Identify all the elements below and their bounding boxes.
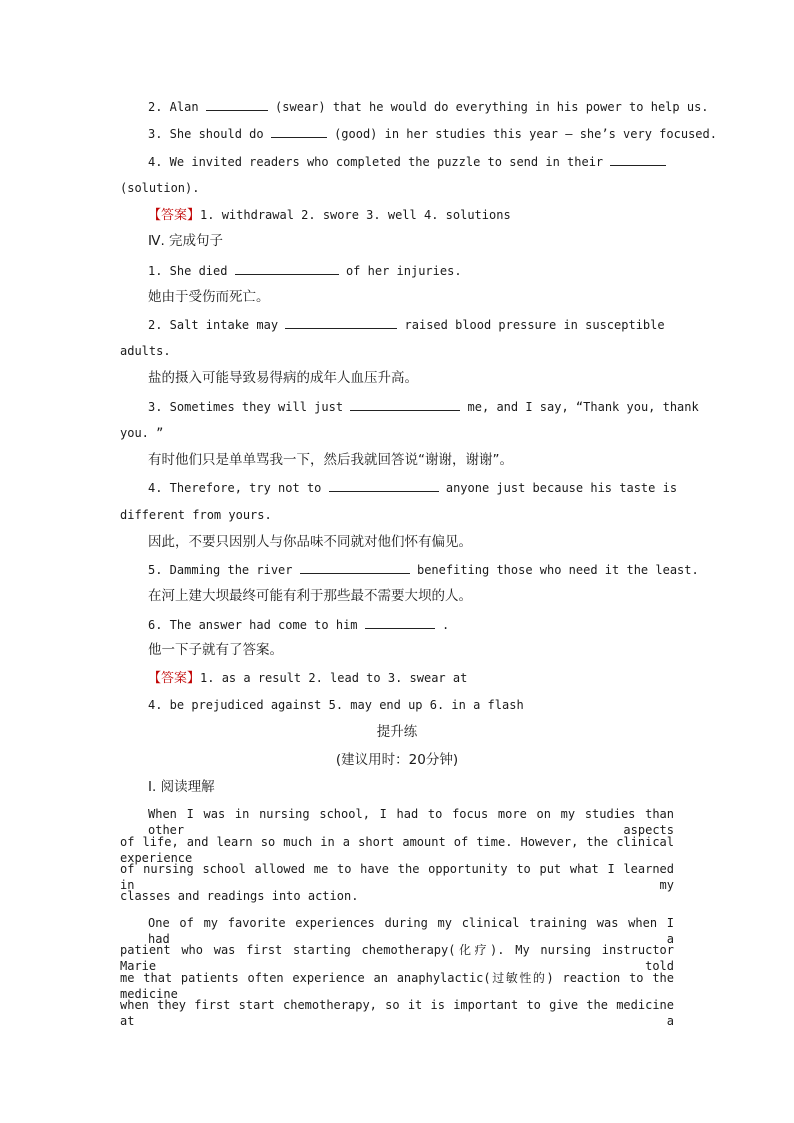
answer-tag: 【答案】 — [148, 671, 201, 686]
item-continuation: (solution). — [120, 181, 200, 195]
answer-tag: 【答案】 — [148, 208, 201, 223]
answer-line — [148, 670, 702, 687]
item-text: 4. We invited readers who completed the puzzle to send in their — [148, 155, 604, 169]
paragraph-line: When I was in nursing school, I had to focus more on my studies than other aspects — [148, 807, 674, 837]
item-suffix: of her injuries. — [345, 264, 462, 278]
exercise-item — [148, 561, 702, 578]
answer-blank[interactable] — [365, 616, 435, 629]
item-suffix: me, and I say, “Thank you, thank — [467, 400, 699, 414]
item-prefix: 6. The answer had come to him — [148, 618, 358, 632]
item-continuation: you. ” — [120, 426, 164, 440]
section-subtitle: (建议用时：20分钟) — [335, 752, 459, 768]
answer-blank[interactable] — [235, 262, 339, 275]
answer-blank[interactable] — [300, 561, 410, 574]
item-prefix: 1. She died — [148, 264, 228, 278]
item-suffix: anyone just because his taste is — [445, 481, 678, 495]
item-prefix: 2. Alan — [148, 100, 199, 114]
item-suffix: . — [441, 618, 450, 632]
paragraph-line: classes and readings into action. — [120, 889, 359, 903]
exercise-item — [148, 125, 717, 142]
translation: 他一下子就有了答案。 — [148, 642, 283, 658]
item-suffix: benefiting those who need it the least. — [416, 563, 699, 577]
paragraph-line: One of my favorite experiences during my clinical training was when I had a — [148, 916, 674, 946]
answer-line — [148, 207, 702, 224]
answer-line: 4. be prejudiced against 5. may end up 6. in a flash — [148, 698, 524, 712]
translation: 她由于受伤而死亡。 — [148, 289, 270, 305]
paragraph-line: when they first start chemotherapy, so it is important to give the medicine at a — [120, 998, 674, 1028]
exercise-item — [148, 262, 702, 279]
answer-blank[interactable] — [350, 398, 460, 411]
item-prefix: 3. She should do — [148, 127, 264, 141]
item-hint: (swear) that he would do everything in his power to help us. — [275, 100, 709, 114]
item-prefix: 4. Therefore, try not to — [148, 481, 322, 495]
answer-blank[interactable] — [329, 479, 439, 492]
reading-heading: Ⅰ. 阅读理解 — [148, 779, 215, 795]
paragraph-line: me that patients often experience an anaphylactic(过敏性的) reaction to the medicine — [120, 971, 674, 1001]
item-prefix: 5. Damming the river — [148, 563, 293, 577]
exercise-item — [148, 479, 702, 496]
translation: 在河上建大坝最终可能有利于那些最不需要大坝的人。 — [148, 588, 472, 604]
exercise-item — [148, 398, 702, 415]
item-prefix: 3. Sometimes they will just — [148, 400, 344, 414]
translation: 盐的摄入可能导致易得病的成年人血压升高。 — [148, 370, 418, 386]
exercise-item — [148, 616, 702, 633]
item-prefix: 2. Salt intake may — [148, 318, 279, 332]
exercise-item — [148, 98, 709, 115]
answer-blank[interactable] — [285, 316, 397, 329]
answer-blank[interactable] — [206, 98, 268, 111]
translation: 有时他们只是单单骂我一下，然后我就回答说“谢谢，谢谢”。 — [148, 452, 513, 468]
paragraph-line: of nursing school allowed me to have the opportunity to put what I learned in my — [120, 862, 674, 892]
paragraph-line: of life, and learn so much in a short amount of time. However, the clinical experience — [120, 835, 674, 865]
item-continuation: adults. — [120, 344, 171, 358]
answer-blank[interactable] — [271, 125, 327, 138]
paragraph-line: patient who was first starting chemotherapy(化疗). My nursing instructor Marie told — [120, 943, 674, 973]
item-suffix: raised blood pressure in susceptible — [404, 318, 665, 332]
item-continuation: different from yours. — [120, 508, 272, 522]
exercise-item — [148, 153, 674, 170]
section-title: 提升练 — [376, 724, 418, 740]
section-heading: Ⅳ. 完成句子 — [148, 233, 224, 249]
translation: 因此，不要只因别人与你品味不同就对他们怀有偏见。 — [148, 534, 472, 550]
answer-text: 1. withdrawal 2. swore 3. well 4. solutions — [200, 208, 511, 222]
item-hint: (good) in her studies this year — she’s very focused. — [334, 127, 717, 141]
answer-blank[interactable] — [610, 153, 666, 166]
exercise-item — [148, 316, 702, 333]
answer-text: 1. as a result 2. lead to 3. swear at — [200, 671, 468, 685]
